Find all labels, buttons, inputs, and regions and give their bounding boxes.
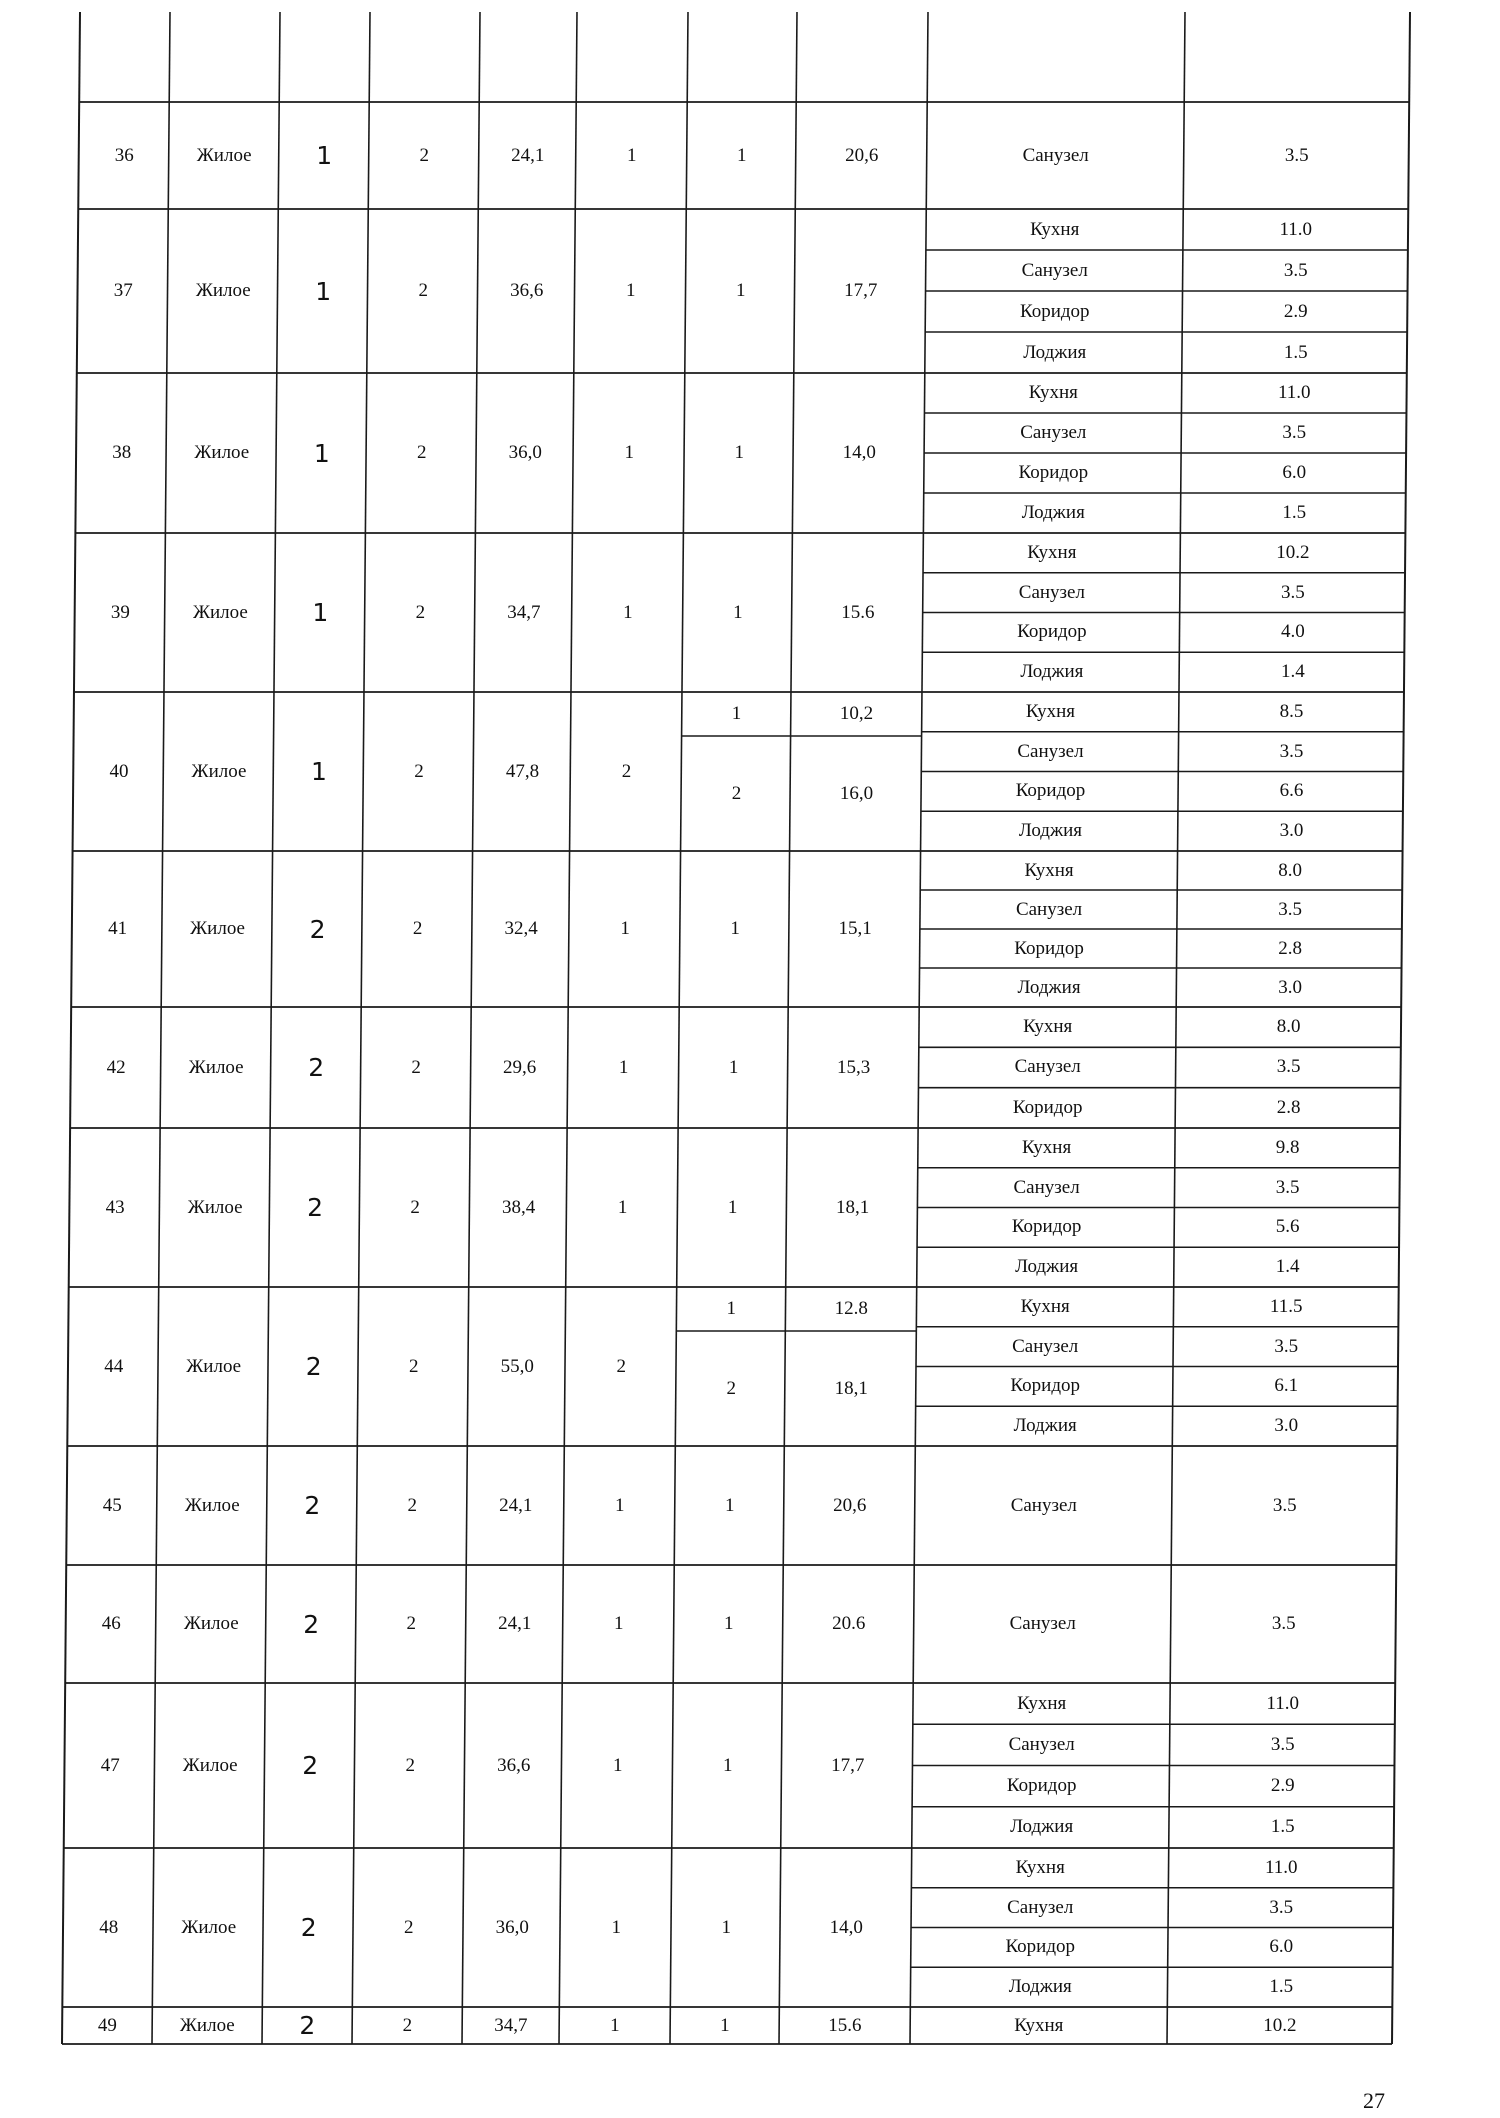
total-area: 24,1 xyxy=(498,1613,532,1634)
apartment-type: Жилое xyxy=(195,280,251,301)
aux-room-name: Лоджия xyxy=(1017,976,1081,998)
apartment-type: Жилое xyxy=(186,1355,242,1377)
total-area: 24,1 xyxy=(511,144,545,166)
aux-room-area: 8.0 xyxy=(1278,859,1302,881)
room-count: 1 xyxy=(610,2014,620,2036)
total-area: 36,0 xyxy=(508,442,542,463)
total-area: 34,7 xyxy=(494,2014,528,2036)
aux-room-area: 11.5 xyxy=(1269,1295,1303,1317)
aux-room-area: 6.0 xyxy=(1282,462,1307,483)
aux-room-name: Коридор xyxy=(1019,300,1090,322)
aux-room-name: Санузел xyxy=(1015,898,1083,920)
aux-room-area: 3.5 xyxy=(1270,1733,1295,1755)
aux-room-name: Санузел xyxy=(1013,1176,1080,1198)
section-count: 2 xyxy=(414,760,424,782)
aux-room-name: Коридор xyxy=(1018,462,1089,483)
apartment-number: 41 xyxy=(108,918,128,939)
section-count: 2 xyxy=(417,442,427,463)
aux-room-name: Кухня xyxy=(1025,700,1076,722)
aux-room-name: Санузел xyxy=(1018,581,1085,603)
section-count: 2 xyxy=(419,144,429,166)
aux-room-area: 3.0 xyxy=(1278,976,1302,998)
aux-room-name: Лоджия xyxy=(1008,1976,1072,1998)
aux-room-name: Кухня xyxy=(1022,1136,1072,1158)
section-count: 2 xyxy=(407,1494,418,1516)
living-room-area: 15.6 xyxy=(841,601,875,623)
apartment-type: Жилое xyxy=(191,760,247,782)
aux-room-area: 11.0 xyxy=(1279,218,1313,240)
aux-room-area: 3.5 xyxy=(1282,422,1307,443)
living-room-number: 1 xyxy=(725,1494,735,1516)
aux-room-area: 3.5 xyxy=(1272,1494,1297,1516)
floor-number: 2 xyxy=(308,1053,325,1082)
apartment-type: Жилое xyxy=(184,1494,240,1516)
aux-room-name: Санузел xyxy=(1012,1335,1079,1357)
aux-room-name: Санузел xyxy=(1020,422,1087,443)
aux-room-area: 3.0 xyxy=(1274,1415,1299,1437)
floor-number: 2 xyxy=(307,1193,324,1222)
apartment-number: 47 xyxy=(100,1754,120,1776)
aux-room-area: 3.5 xyxy=(1271,1613,1296,1634)
living-room-area: 18,1 xyxy=(835,1196,870,1218)
total-area: 36,6 xyxy=(510,280,544,301)
living-room-area: 17,7 xyxy=(844,280,878,301)
living-room-area: 15.6 xyxy=(828,2014,862,2036)
floor-number: 1 xyxy=(312,598,329,627)
aux-room-area: 6.0 xyxy=(1269,1936,1294,1958)
aux-room-area: 3.5 xyxy=(1274,1335,1299,1357)
aux-room-name: Кухня xyxy=(1030,218,1080,240)
floor-number: 2 xyxy=(309,914,326,944)
total-area: 24,1 xyxy=(499,1494,533,1516)
apartment-type: Жилое xyxy=(181,1916,237,1938)
aux-room-area: 1.4 xyxy=(1281,661,1305,683)
aux-room-name: Лоджия xyxy=(1013,1415,1077,1437)
aux-room-name: Коридор xyxy=(1012,1096,1083,1118)
aux-room-name: Лоджия xyxy=(1020,661,1084,683)
aux-room-area: 10.2 xyxy=(1276,541,1310,563)
room-count: 1 xyxy=(618,1056,629,1078)
floor-number: 2 xyxy=(300,1913,317,1942)
living-room-number: 1 xyxy=(721,1916,731,1938)
aux-room-area: 11.0 xyxy=(1278,382,1311,403)
aux-room-name: Кухня xyxy=(1023,1016,1073,1038)
section-count: 2 xyxy=(415,601,426,623)
living-room-number: 1 xyxy=(727,1196,738,1218)
aux-room-name: Лоджия xyxy=(1021,502,1085,523)
aux-room-area: 1.5 xyxy=(1282,502,1307,523)
aux-room-name: Лоджия xyxy=(1015,1256,1079,1278)
aux-room-area: 3.5 xyxy=(1269,1896,1294,1918)
section-count: 2 xyxy=(402,2014,413,2036)
room-count: 1 xyxy=(620,918,630,939)
aux-room-name: Санузел xyxy=(1007,1896,1074,1918)
floor-number: 2 xyxy=(299,2011,316,2040)
aux-room-name: Санузел xyxy=(1009,1613,1076,1634)
apartment-number: 45 xyxy=(102,1494,122,1516)
apartment-number: 38 xyxy=(112,442,132,463)
apartment-number: 46 xyxy=(101,1613,121,1634)
floor-number: 1 xyxy=(313,438,330,468)
aux-room-area: 8.5 xyxy=(1279,700,1304,722)
aux-room-area: 5.6 xyxy=(1275,1216,1300,1238)
living-room-number: 1 xyxy=(722,1754,733,1776)
aux-room-name: Лоджия xyxy=(1010,1816,1074,1838)
aux-room-area: 1.5 xyxy=(1283,341,1308,363)
total-area: 38,4 xyxy=(501,1196,536,1218)
living-room-number: 1 xyxy=(720,2014,730,2036)
total-area: 36,6 xyxy=(497,1754,531,1776)
aux-room-name: Коридор xyxy=(1017,621,1087,643)
aux-room-area: 4.0 xyxy=(1281,621,1305,643)
aux-room-name: Кухня xyxy=(1014,2014,1064,2036)
living-room-area: 17,7 xyxy=(831,1754,865,1776)
aux-room-area: 1.5 xyxy=(1269,1976,1294,1998)
living-room-area: 16,0 xyxy=(839,782,874,804)
aux-room-area: 2.9 xyxy=(1283,300,1308,322)
apartment-number: 42 xyxy=(106,1056,126,1078)
aux-room-area: 2.9 xyxy=(1270,1775,1295,1797)
aux-room-area: 9.8 xyxy=(1275,1136,1300,1158)
floor-number: 2 xyxy=(303,1609,320,1639)
aux-room-name: Санузел xyxy=(1021,259,1088,281)
aux-room-name: Лоджия xyxy=(1023,341,1087,363)
section-count: 2 xyxy=(406,1613,416,1634)
apartment-number: 39 xyxy=(110,601,130,623)
aux-room-name: Коридор xyxy=(1015,780,1086,802)
aux-room-area: 11.0 xyxy=(1266,1692,1299,1714)
section-count: 2 xyxy=(405,1754,415,1776)
aux-room-name: Кухня xyxy=(1024,859,1074,881)
living-room-number: 1 xyxy=(734,442,745,463)
aux-room-area: 10.2 xyxy=(1263,2014,1297,2036)
section-count: 2 xyxy=(403,1916,414,1938)
apartment-type: Жилое xyxy=(192,601,248,623)
aux-room-name: Коридор xyxy=(1014,937,1084,959)
aux-room-area: 3.0 xyxy=(1279,820,1304,842)
aux-room-area: 1.4 xyxy=(1275,1256,1300,1278)
living-room-area: 15,1 xyxy=(838,918,872,939)
apartment-type: Жилое xyxy=(196,144,252,166)
apartment-type: Жилое xyxy=(183,1613,239,1634)
room-count: 1 xyxy=(612,1754,623,1776)
living-room-number: 1 xyxy=(723,1613,734,1634)
living-room-area: 18,1 xyxy=(834,1377,868,1399)
aux-room-name: Коридор xyxy=(1010,1375,1080,1397)
page-number: 27 xyxy=(1363,2088,1385,2113)
living-room-area: 12.8 xyxy=(834,1298,868,1319)
section-count: 2 xyxy=(408,1355,419,1377)
floor-number: 2 xyxy=(305,1352,322,1381)
aux-room-name: Коридор xyxy=(1006,1775,1077,1797)
apartment-number: 49 xyxy=(97,2014,117,2036)
aux-room-name: Кухня xyxy=(1028,382,1078,403)
living-room-number: 1 xyxy=(731,703,742,724)
aux-room-name: Санузел xyxy=(1010,1494,1077,1516)
aux-room-area: 8.0 xyxy=(1276,1016,1301,1038)
total-area: 32,4 xyxy=(504,918,538,939)
apartment-number: 48 xyxy=(99,1916,119,1938)
living-room-number: 1 xyxy=(728,1056,739,1078)
aux-room-area: 2.8 xyxy=(1276,1096,1301,1118)
living-room-number: 1 xyxy=(730,918,740,939)
aux-room-name: Санузел xyxy=(1022,144,1089,166)
living-room-number: 1 xyxy=(733,601,743,623)
aux-room-name: Кухня xyxy=(1027,541,1077,563)
aux-room-name: Кухня xyxy=(1020,1295,1070,1317)
aux-room-area: 3.5 xyxy=(1283,259,1308,281)
room-count: 1 xyxy=(623,601,633,623)
aux-room-area: 1.5 xyxy=(1270,1816,1295,1838)
total-area: 36,0 xyxy=(495,1916,529,1938)
living-room-number: 2 xyxy=(726,1377,736,1399)
living-room-number: 2 xyxy=(731,782,742,804)
living-room-area: 20,6 xyxy=(833,1494,867,1516)
total-area: 55,0 xyxy=(500,1355,534,1377)
floor-number: 1 xyxy=(316,141,333,170)
living-room-area: 20,6 xyxy=(845,144,879,166)
room-count: 1 xyxy=(613,1613,624,1634)
apartment-number: 40 xyxy=(109,760,129,782)
aux-room-area: 3.5 xyxy=(1276,1056,1301,1078)
apartment-type: Жилое xyxy=(188,1056,244,1078)
room-count: 1 xyxy=(617,1196,628,1218)
room-count: 1 xyxy=(615,1494,625,1516)
room-count: 1 xyxy=(624,442,635,463)
aux-room-name: Коридор xyxy=(1005,1936,1076,1958)
room-count: 1 xyxy=(626,280,636,301)
apartment-type: Жилое xyxy=(190,918,245,939)
aux-room-area: 2.8 xyxy=(1278,937,1302,959)
aux-room-area: 3.5 xyxy=(1284,144,1309,166)
room-count: 1 xyxy=(611,1916,621,1938)
apartment-number: 36 xyxy=(114,144,134,166)
apartment-number: 44 xyxy=(104,1355,124,1377)
living-room-area: 20.6 xyxy=(832,1613,866,1634)
living-room-area: 14,0 xyxy=(829,1916,863,1938)
aux-room-area: 3.5 xyxy=(1281,581,1305,603)
aux-room-area: 3.5 xyxy=(1279,740,1304,762)
floor-number: 2 xyxy=(302,1751,319,1780)
total-area: 29,6 xyxy=(503,1056,537,1078)
living-room-area: 14,0 xyxy=(842,442,876,463)
floor-number: 1 xyxy=(315,276,332,306)
apartment-type: Жилое xyxy=(194,442,250,463)
total-area: 34,7 xyxy=(507,601,541,623)
total-area: 47,8 xyxy=(505,760,540,782)
living-room-number: 1 xyxy=(736,144,747,166)
living-room-number: 1 xyxy=(736,280,746,301)
section-count: 2 xyxy=(412,918,423,939)
aux-room-name: Санузел xyxy=(1014,1056,1081,1078)
aux-room-name: Коридор xyxy=(1011,1216,1082,1238)
aux-room-name: Кухня xyxy=(1017,1692,1067,1714)
aux-room-name: Санузел xyxy=(1017,740,1084,762)
living-room-area: 15,3 xyxy=(837,1056,871,1078)
apartment-type: Жилое xyxy=(179,2014,235,2036)
section-count: 2 xyxy=(418,280,428,301)
room-count: 2 xyxy=(616,1355,626,1377)
room-count: 1 xyxy=(626,144,637,166)
section-count: 2 xyxy=(411,1056,421,1078)
section-count: 2 xyxy=(410,1196,420,1218)
aux-room-area: 3.5 xyxy=(1278,898,1302,920)
apartment-type: Жилое xyxy=(187,1196,243,1218)
apartment-number: 43 xyxy=(105,1196,125,1218)
aux-room-area: 11.0 xyxy=(1264,1856,1298,1878)
aux-room-area: 3.5 xyxy=(1275,1176,1300,1198)
room-count: 2 xyxy=(621,760,632,782)
aux-room-area: 6.1 xyxy=(1274,1375,1299,1397)
living-room-area: 10,2 xyxy=(839,703,874,724)
apartment-number: 37 xyxy=(113,280,133,301)
aux-room-name: Лоджия xyxy=(1018,820,1082,842)
aux-room-name: Кухня xyxy=(1015,1856,1065,1878)
floor-number: 1 xyxy=(311,757,327,786)
aux-room-area: 6.6 xyxy=(1279,780,1304,802)
apartment-type: Жилое xyxy=(182,1754,238,1776)
floor-number: 2 xyxy=(304,1491,321,1520)
living-room-number: 1 xyxy=(726,1298,736,1319)
aux-room-name: Санузел xyxy=(1008,1733,1075,1755)
